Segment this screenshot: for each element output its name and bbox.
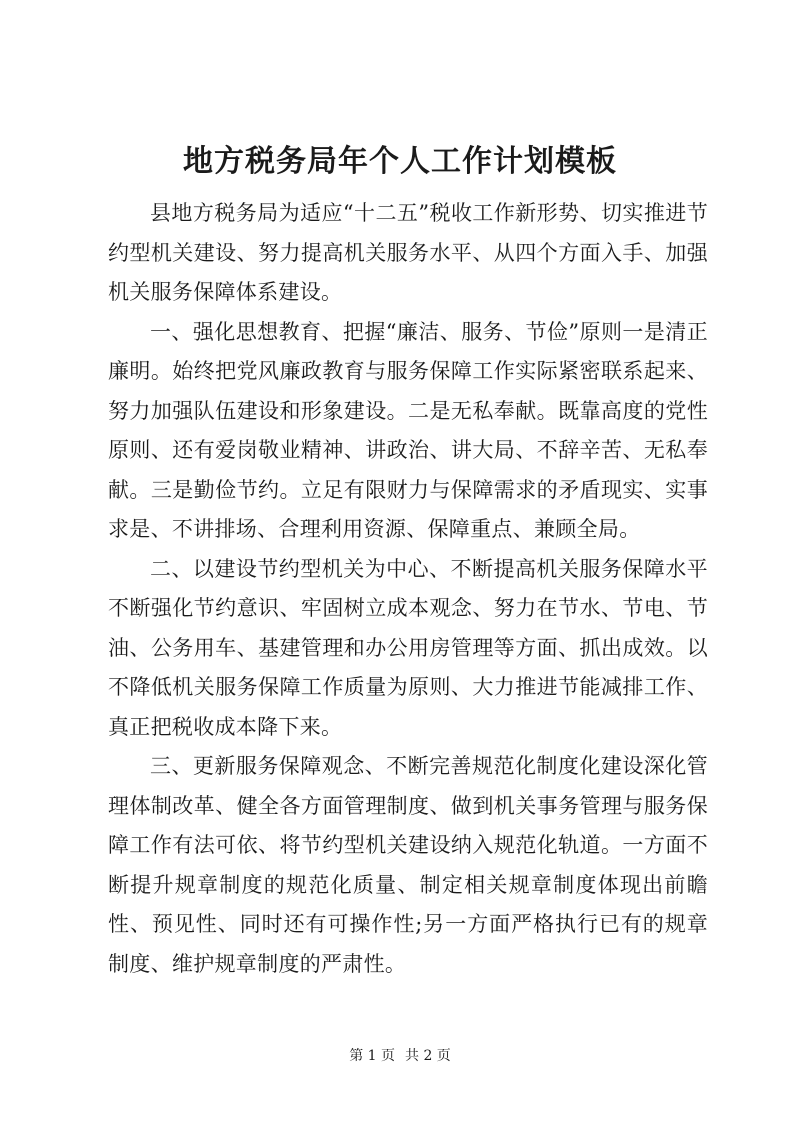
document-title: 地方税务局年个人工作计划模板 [183, 144, 617, 179]
page-total: 共 2 页 [405, 1048, 451, 1064]
intro-paragraph: 县地方税务局为适应“十二五”税收工作新形势、切实推进节约型机关建设、努力提高机关服务水平、从四个方面入手、加强机关服务保障体系建设。 [108, 201, 708, 304]
document-body [108, 194, 708, 984]
section-three-paragraph: 三、更新服务保障观念、不断完善规范化制度化建设深化管理体制改革、健全各方面管理制度、做到机关事务管理与服务保障工作有法可依、将节约型机关建设纳入规范化轨道。一方面不断提升规章制度的规范化质量、制定相关规章制度体现出前瞻性、预见性、同时还有可操作性;另一方面严格执行已有的规章制度、维护规章制度的严肃性。 [108, 754, 708, 976]
section-two-paragraph: 二、以建设节约型机关为中心、不断提高机关服务保障水平不断强化节约意识、牢固树立成本观念、努力在节水、节电、节油、公务用车、基建管理和办公用房管理等方面、抓出成效。以不降低机关服务保障工作质量为原则、大力推进节能减排工作、真正把税收成本降下来。 [108, 556, 708, 739]
page-footer [0, 1046, 800, 1066]
page-number: 第 1 页 [349, 1048, 395, 1064]
section-one-paragraph: 一、强化思想教育、把握“廉洁、服务、节俭”原则一是清正廉明。始终把党风廉政教育与服务保障工作实际紧密联系起来、努力加强队伍建设和形象建设。二是无私奉献。既靠高度的党性原则、还有爱岗敬业精神、讲政治、讲大局、不辞辛苦、无私奉献。三是勤俭节约。立足有限财力与保障需求的矛盾现实、实事求是、不讲排场、合理利用资源、保障重点、兼顾全局。 [108, 319, 708, 541]
